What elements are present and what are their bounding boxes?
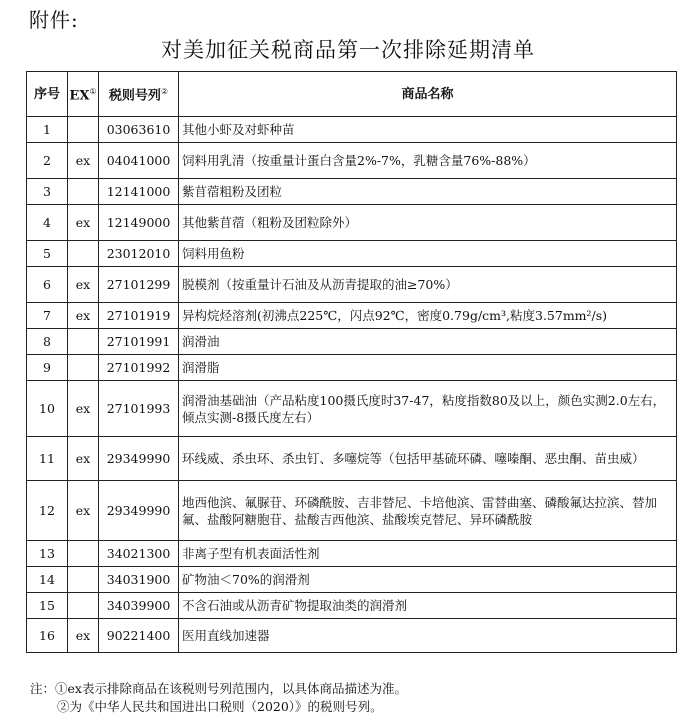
header-ex: EX①: [68, 72, 99, 117]
row-product-name: 其他紫苜蓿（粗粉及团粒除外）: [179, 205, 677, 241]
table-row: [27, 355, 677, 381]
row-tariff-code: 27101299: [99, 267, 179, 303]
row-ex: ex: [68, 205, 99, 241]
table-row: [27, 241, 677, 267]
row-ex: ex: [68, 437, 99, 481]
header-product-name: 商品名称: [179, 72, 677, 117]
attachment-label: 附件:: [29, 8, 79, 32]
row-ex: [68, 355, 99, 381]
document-title: 对美加征关税商品第一次排除延期清单: [161, 38, 535, 62]
footnote-1: 注：①ex表示排除商品在该税则号列范围内，以具体商品描述为准。: [30, 681, 407, 696]
row-ex: ex: [68, 619, 99, 653]
table-row: [27, 541, 677, 567]
row-tariff-code: 23012010: [99, 241, 179, 267]
row-product-name: 非离子型有机表面活性剂: [179, 541, 677, 567]
header-tariff-code: 税则号列②: [99, 72, 179, 117]
row-tariff-code: 29349990: [99, 437, 179, 481]
row-product-name: 润滑油: [179, 329, 677, 355]
header-seq: 序号: [27, 72, 68, 117]
row-seq: 4: [27, 205, 68, 241]
table-row: [27, 593, 677, 619]
row-tariff-code: 03063610: [99, 117, 179, 143]
row-seq: 10: [27, 381, 68, 437]
table-row: [27, 205, 677, 241]
row-tariff-code: 27101993: [99, 381, 179, 437]
row-product-name: 饲料用乳清（按重量计蛋白含量2%-7%，乳糖含量76%-88%）: [179, 143, 677, 179]
row-product-name: 紫苜蓿粗粉及团粒: [179, 179, 677, 205]
row-seq: 16: [27, 619, 68, 653]
footnotes: [30, 680, 407, 716]
table-row: [27, 381, 677, 437]
row-seq: 7: [27, 303, 68, 329]
table-row: [27, 329, 677, 355]
footnote-2: ②为《中华人民共和国进出口税则（2020）》的税则号列。: [57, 699, 383, 714]
row-tariff-code: 27101991: [99, 329, 179, 355]
row-product-name: 饲料用鱼粉: [179, 241, 677, 267]
table-row: [27, 179, 677, 205]
row-seq: 9: [27, 355, 68, 381]
row-ex: ex: [68, 303, 99, 329]
row-tariff-code: 04041000: [99, 143, 179, 179]
row-product-name: 异构烷烃溶剂(初沸点225℃，闪点92℃，密度0.79g/cm³,粘度3.57mm²/s): [179, 303, 677, 329]
row-tariff-code: 34031900: [99, 567, 179, 593]
row-tariff-code: 12141000: [99, 179, 179, 205]
table-row: [27, 619, 677, 653]
row-product-name: 润滑脂: [179, 355, 677, 381]
row-ex: ex: [68, 481, 99, 541]
row-tariff-code: 27101919: [99, 303, 179, 329]
row-seq: 14: [27, 567, 68, 593]
ex-footnote-mark: ①: [89, 87, 97, 97]
table-row: [27, 567, 677, 593]
row-tariff-code: 29349990: [99, 481, 179, 541]
row-product-name: 地西他滨、氟脲苷、环磷酰胺、吉非替尼、卡培他滨、雷替曲塞、磷酸氟达拉滨、替加氟、盐酸阿糖胞苷、盐酸吉西他滨、盐酸埃克替尼、异环磷酰胺: [179, 481, 677, 541]
table-row: [27, 303, 677, 329]
row-seq: 5: [27, 241, 68, 267]
row-product-name: 不含石油或从沥青矿物提取油类的润滑剂: [179, 593, 677, 619]
row-ex: ex: [68, 267, 99, 303]
row-product-name: 医用直线加速器: [179, 619, 677, 653]
row-tariff-code: 27101992: [99, 355, 179, 381]
row-ex: ex: [68, 381, 99, 437]
code-footnote-mark: ②: [160, 87, 169, 97]
row-ex: [68, 179, 99, 205]
row-ex: [68, 593, 99, 619]
row-seq: 2: [27, 143, 68, 179]
row-seq: 12: [27, 481, 68, 541]
row-product-name: 其他小虾及对虾种苗: [179, 117, 677, 143]
row-ex: [68, 567, 99, 593]
row-tariff-code: 12149000: [99, 205, 179, 241]
row-seq: 13: [27, 541, 68, 567]
table-row: [27, 143, 677, 179]
table-header-row: [27, 72, 677, 117]
row-seq: 6: [27, 267, 68, 303]
row-seq: 15: [27, 593, 68, 619]
row-ex: [68, 117, 99, 143]
row-seq: 1: [27, 117, 68, 143]
row-seq: 3: [27, 179, 68, 205]
row-ex: [68, 241, 99, 267]
row-seq: 11: [27, 437, 68, 481]
table-row: [27, 267, 677, 303]
row-seq: 8: [27, 329, 68, 355]
table-row: [27, 481, 677, 541]
row-product-name: 环线威、杀虫环、杀虫钉、多噻烷等（包括甲基硫环磷、噻嗪酮、恶虫酮、苗虫威）: [179, 437, 677, 481]
row-product-name: 脱模剂（按重量计石油及从沥青提取的油≥70%）: [179, 267, 677, 303]
row-tariff-code: 34039900: [99, 593, 179, 619]
table-row: [27, 117, 677, 143]
row-ex: ex: [68, 143, 99, 179]
row-product-name: 矿物油＜70%的润滑剂: [179, 567, 677, 593]
row-tariff-code: 34021300: [99, 541, 179, 567]
row-ex: [68, 329, 99, 355]
row-tariff-code: 90221400: [99, 619, 179, 653]
row-ex: [68, 541, 99, 567]
row-product-name: 润滑油基础油（产品粘度100摄氏度时37-47，粘度指数80及以上，颜色实测2.0左右，倾点实测-8摄氏度左右）: [179, 381, 677, 437]
table-row: [27, 437, 677, 481]
exclusion-list-table: [26, 71, 677, 653]
